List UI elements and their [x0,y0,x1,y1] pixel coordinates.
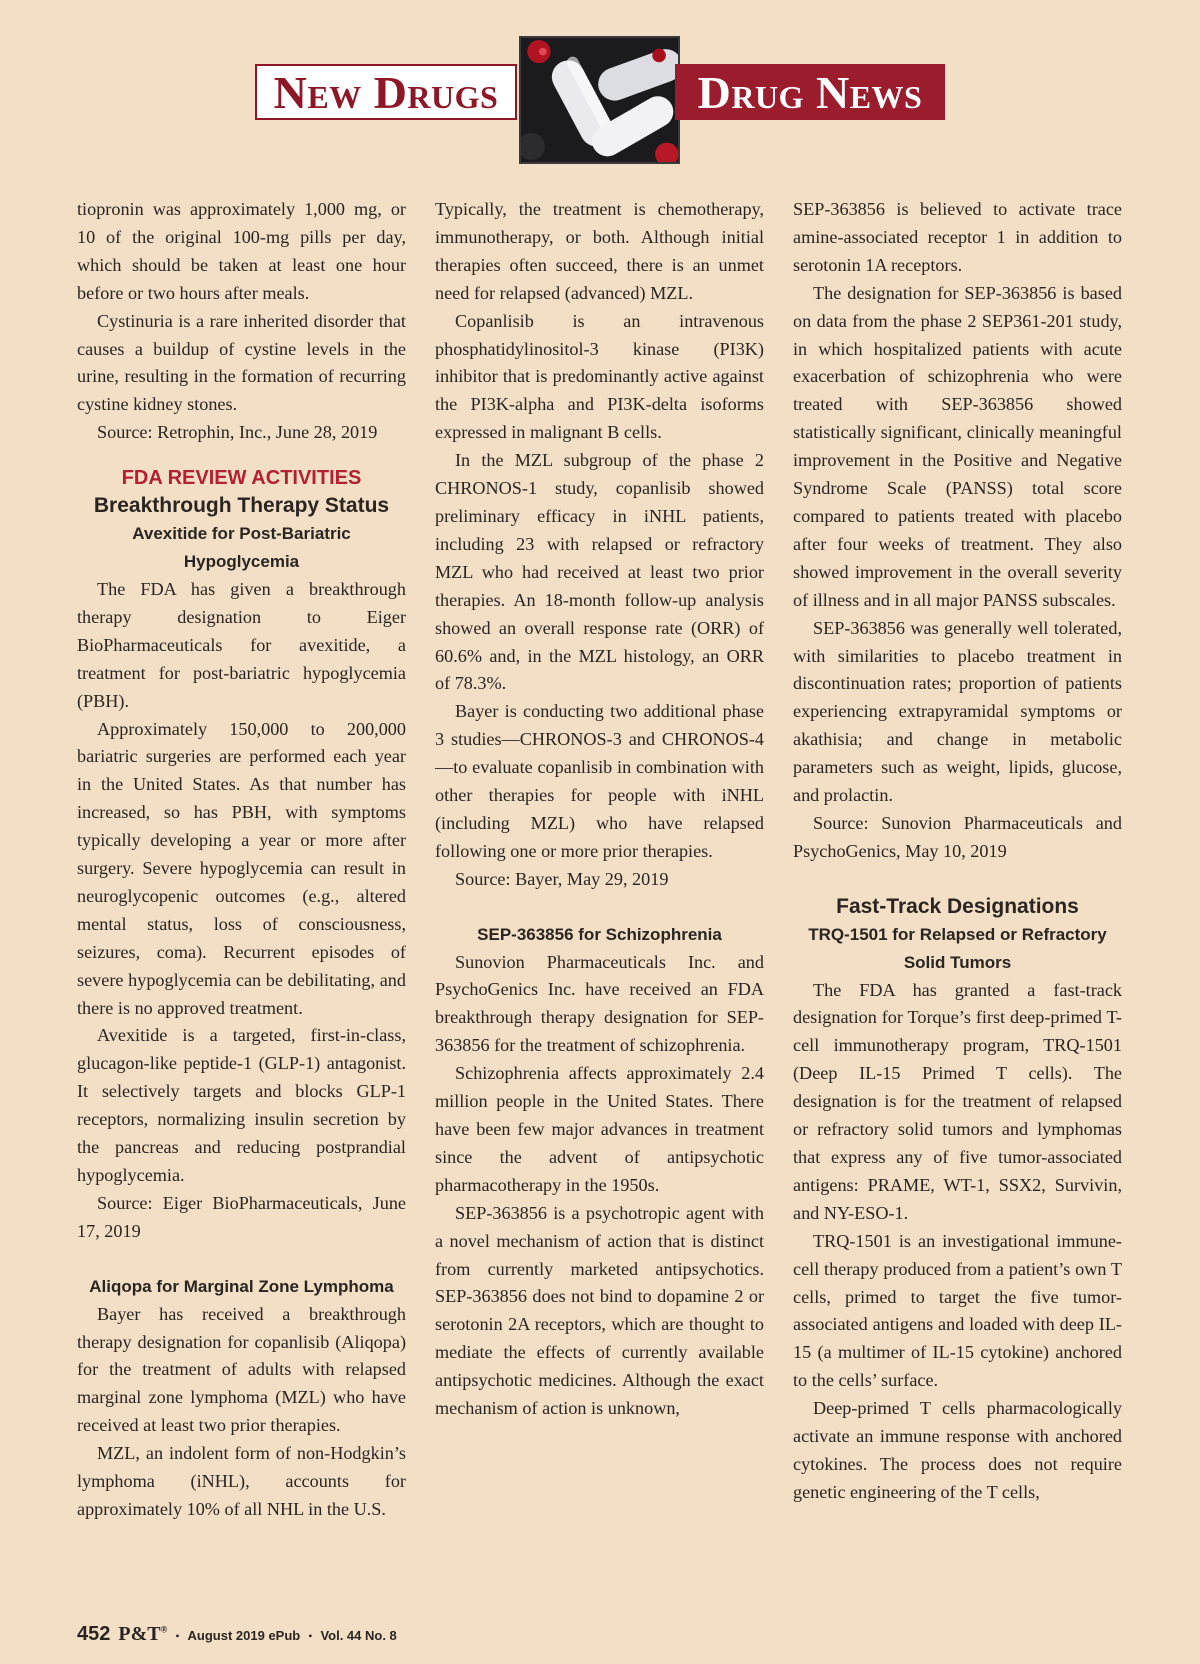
separator: • [308,1629,313,1643]
paragraph: Sunovion Pharmaceuticals Inc. and PsychoGenics Inc. have received an FDA breakthrough therapy designation for SEP-363856 for the treatment of schizophrenia. [435,951,764,1056]
section-title-new-drugs: New Drugs [255,64,517,120]
paragraph: MZL, an indolent form of non-Hodgkin’s lymphoma (iNHL), accounts for approximately 10% of all NHL in the U.S. [77,1443,406,1519]
section-heading-breakthrough: Breakthrough Therapy Status [93,494,390,518]
page-number: 452 [77,1623,111,1645]
paragraph: Typically, the treatment is chemotherapy, immunotherapy, or both. Although initial therapies often succeed, there is an unmet need for relapsed (advanced) MZL. [435,199,764,303]
section-heading-fast-track: Fast-Track Designations [836,894,1079,918]
section-title-drug-news: Drug News [675,64,945,120]
paragraph: In the MZL subgroup of the phase 2 CHRONOS-1 study, copanlisib showed preliminary efficacy in iNHL patients, including 23 with relapsed or refractory MZL who had received at least two prior therapies. An 18-month follow-up analysis showed an overall response rate (ORR) of 60.6% and, in the MZL histology, an ORR of 78.3%. [435,450,764,694]
source-line: Source: Sunovion Pharmaceuticals and PsychoGenics, May 10, 2019 [793,812,1122,861]
paragraph: TRQ-1501 is an investigational immune-cell therapy produced from a patient’s own T cells, primed to target the five tumor-associated antigens and loaded with deep IL-15 (a multimer of IL-15 cytokine) anchored to the cells’ surface. [793,1230,1122,1391]
paragraph: Approximately 150,000 to 200,000 bariatric surgeries are performed each year in the United States. As that number has increased, so has PBH, with symptoms typically developing a year or more after surgery. Severe hypoglycemia can result in neuroglycopenic outcomes (e.g., altered mental status, loss of consciousness, seizures, coma). Recurrent episodes of severe hypoglycemia can be debilitating, and there is no approved treatment. [77,718,406,1018]
paragraph: The FDA has given a breakthrough therapy designation to Eiger BioPharmaceuticals for avexitide, a treatment for post-bariatric hypoglycemia (PBH). [77,578,406,711]
paragraph: Avexitide is a targeted, first-in-class, glucagon-like peptide-1 (GLP-1) antagonist. It selectively targets and blocks GLP-1 receptors, normalizing insulin secretion by the pancreas and reducing postprandial hypoglycemia. [77,1025,406,1185]
subheading-sep-363856: SEP-363856 for Schizophrenia [477,924,722,944]
paragraph: tiopronin was approximately 1,000 mg, or 10 of the original 100-mg pills per day, which should be taken at least one hour before or two hours after meals. [77,199,406,303]
paragraph: Bayer is conducting two additional phase 3 studies—CHRONOS-3 and CHRONOS-4—to evaluate copanlisib in combination with other therapies for people with iNHL (including MZL) who have relapsed following one or more prior therapies. [435,701,764,861]
source-line: Source: Retrophin, Inc., June 28, 2019 [97,422,378,443]
paragraph: Bayer has received a breakthrough therapy designation for copanlisib (Aliqopa) for the treatment of adults with relapsed marginal zone lymphoma (MZL) who have received at least two prior therapies. [77,1303,406,1436]
paragraph: SEP-363856 was generally well tolerated, with similarities to placebo treatment in discontinuation rates; proportion of patients experiencing extrapyramidal symptoms or akathisia; and change in metabolic parameters such as weight, lipids, glucose, and prolactin. [793,617,1122,806]
volume-number: Vol. 44 No. 8 [320,1628,397,1643]
source-line: Source: Bayer, May 29, 2019 [455,868,669,889]
subheading-avexitide: Avexitide for Post-Bariatric Hypoglycemia [132,524,351,572]
column-3 [793,196,1122,1507]
paragraph: Copanlisib is an intravenous phosphatidylinositol-3 kinase (PI3K) inhibitor that is predominantly active against the PI3K-alpha and PI3K-delta isoforms expressed in malignant B cells. [435,310,764,443]
subheading-trq-1501: TRQ-1501 for Relapsed or Refractory Solid Tumors [808,924,1107,972]
page-footer [77,1623,397,1653]
pills-photo [519,36,680,164]
column-1 [77,196,406,1524]
paragraph: SEP-363856 is believed to activate trace amine-associated receptor 1 in addition to serotonin 1A receptors. [793,199,1122,275]
separator: • [175,1629,180,1643]
column-2 [435,196,764,1423]
paragraph: Cystinuria is a rare inherited disorder that causes a buildup of cystine levels in the urine, resulting in the formation of recurring cystine kidney stones. [77,310,406,415]
section-label-fda-review: FDA REVIEW ACTIVITIES [121,467,362,490]
paragraph: SEP-363856 is a psychotropic agent with a novel mechanism of action that is distinct from currently marketed antipsychotics. SEP-363856 does not bind to dopamine 2 or serotonin 2A receptors, which are thought to mediate the effects of currently available antipsychotic medicines. Although the exact mechanism of action is unknown, [435,1202,764,1419]
paragraph: The designation for SEP-363856 is based on data from the phase 2 SEP361-201 study, in which hospitalized patients with acute exacerbation of schizophrenia who were treated with SEP-363856 showed statistically significant, clinically meaningful improvement in the Positive and Negative Syndrome Scale (PANSS) total score compared to patients treated with placebo after four weeks of treatment. They also showed improvement in the overall severity of illness and in all major PANSS subscales. [793,282,1122,610]
journal-name: P&T® [118,1623,168,1645]
subheading-aliqopa: Aliqopa for Marginal Zone Lymphoma [89,1276,394,1296]
paragraph: Deep-primed T cells pharmacologically activate an immune response with anchored cytokines. The process does not require genetic engineering of the T cells, [793,1398,1122,1502]
source-line: Source: Eiger BioPharmaceuticals, June 17, 2019 [77,1192,406,1241]
paragraph: Schizophrenia affects approximately 2.4 million people in the United States. There have been few major advances in treatment since the advent of antipsychotic pharmacotherapy in the 1950s. [435,1063,764,1195]
paragraph: The FDA has granted a fast-track designation for Torque’s first deep-primed T-cell immunotherapy program, TRQ-1501 (Deep IL-15 Primed T cells). The designation is for the treatment of relapsed or refractory solid tumors and lymphomas that express any of five tumor-associated antigens: PRAME, WT-1, SSX2, Survivin, and NY-ESO-1. [793,979,1122,1223]
issue-date: August 2019 ePub [187,1628,301,1643]
